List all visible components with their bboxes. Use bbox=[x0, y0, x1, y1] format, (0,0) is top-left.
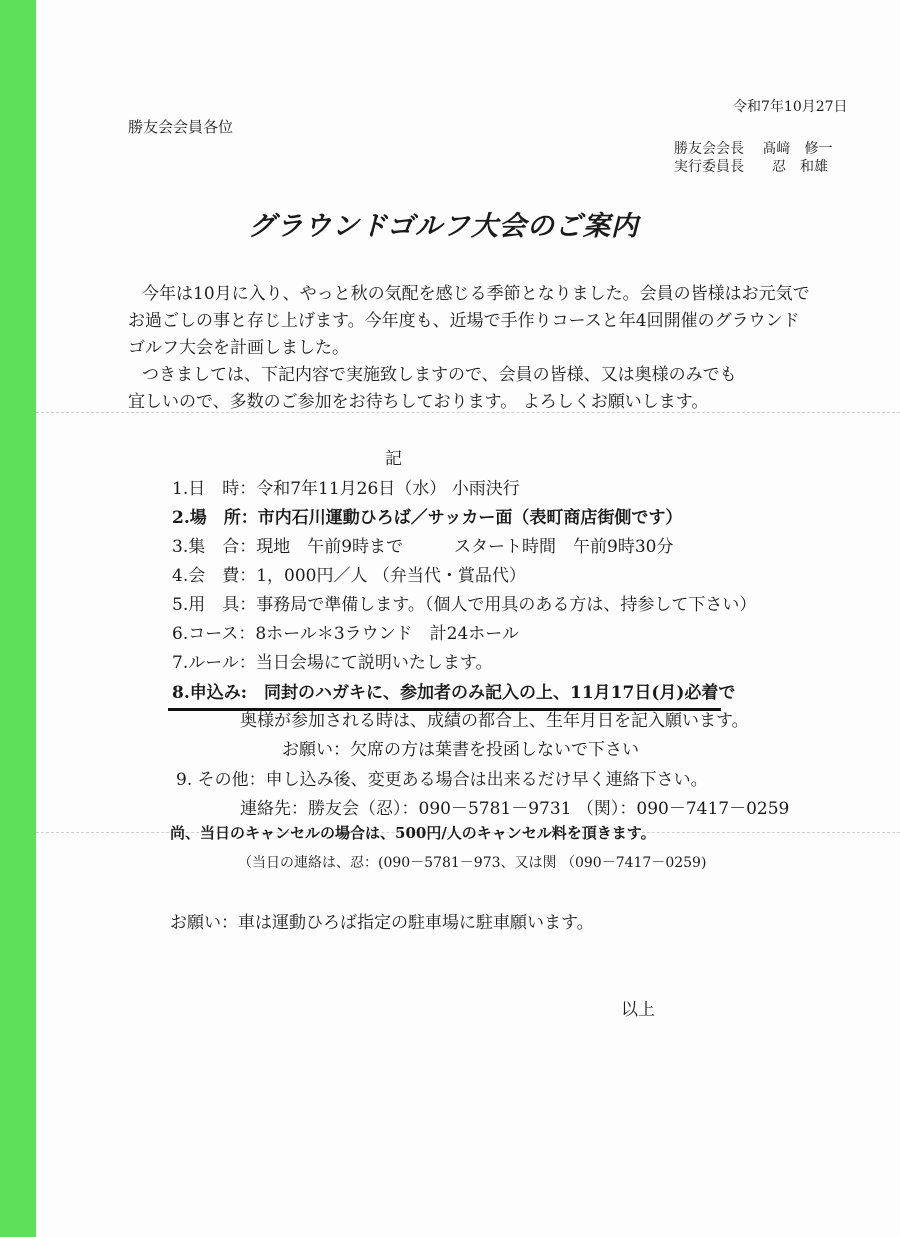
intro-line: 今年は10月に入り、やっと秋の気配を感じる季節となりました。会員の皆様はお元気で bbox=[142, 284, 810, 304]
intro-line: お過ごしの事と存じ上げます。今年度も、近場で手作りコースと年4回開催のグラウンド bbox=[128, 311, 800, 331]
item-date-time: 1.日 時：令和7年11月26日（水） 小雨決行 bbox=[172, 479, 520, 499]
document-date: 令和7年10月27日 bbox=[733, 99, 848, 115]
item-equipment: 5.用 具：事務局で準備します。（個人で用具のある方は、持参して下さい） bbox=[172, 595, 757, 615]
paper-fold-line bbox=[36, 412, 900, 413]
document-title: グラウンドゴルフ大会のご案内 bbox=[248, 211, 639, 242]
item-application: 8.申込み: 同封のハガキに、参加者のみ記入の上、11月17日(月)必着で bbox=[172, 683, 736, 703]
cancellation-notice: 尚、当日のキャンセルの場合は、500円/人のキャンセル料を頂きます。 bbox=[170, 824, 656, 842]
item-assembly: 3.集 合：現地 午前9時まで スタート時間 午前9時30分 bbox=[172, 537, 674, 557]
green-edge-strip bbox=[0, 0, 36, 1237]
ki-heading: 記 bbox=[385, 449, 402, 469]
item-contact: 連絡先：勝友会（忍）：090－5781－9731 （関）：090－7417－0259 bbox=[240, 799, 790, 819]
item-absence-request: お願い：欠席の方は葉書を投函しないで下さい bbox=[282, 740, 639, 760]
item-rules: 7.ルール：当日会場にて説明いたします。 bbox=[172, 653, 493, 673]
sender-committee-head: 実行委員長 忍 和雄 bbox=[674, 159, 828, 175]
item-application-note: 奥様が参加される時は、成績の都合上、生年月日を記入願います。 bbox=[240, 711, 749, 731]
item-place: 2.場 所：市内石川運動ひろば／サッカー面（表町商店街側です） bbox=[172, 508, 683, 528]
parking-note: お願い：車は運動ひろば指定の駐車場に駐車願います。 bbox=[170, 913, 594, 933]
intro-line: つきましては、下記内容で実施致しますので、会員の皆様、又は奥様のみでも bbox=[142, 365, 737, 385]
item-fee: 4.会 費：1，000円／人 （弁当代・賞品代） bbox=[172, 566, 526, 586]
addressee: 勝友会会員各位 bbox=[128, 118, 234, 136]
item-other: 9. その他：申し込み後、変更ある場合は出来るだけ早く連絡下さい。 bbox=[176, 770, 708, 790]
item-course: 6.コース：8ホール＊3ラウンド 計24ホール bbox=[172, 624, 519, 644]
intro-line: 宜しいので、多数のご参加をお待ちしております。 よろしくお願いします。 bbox=[128, 392, 709, 412]
closing-ijo: 以上 bbox=[621, 1000, 655, 1020]
same-day-contact: （当日の連絡は、忍：(090－5781－973、又は関 （090－7417－0259) bbox=[238, 855, 707, 871]
sender-chairman: 勝友会会長 髙﨑 修一 bbox=[674, 141, 833, 157]
intro-line: ゴルフ大会を計画しました。 bbox=[128, 338, 349, 358]
